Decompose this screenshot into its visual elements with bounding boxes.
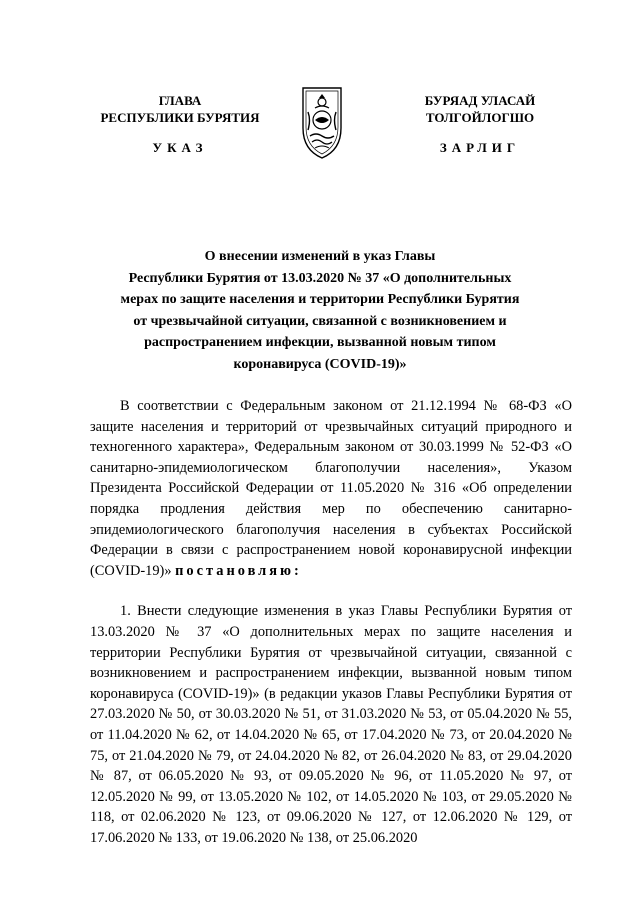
title-line: Республики Бурятия от 13.03.2020 № 37 «О дополнительных xyxy=(128,270,512,286)
coat-of-arms-emblem xyxy=(297,80,347,160)
title-line: мерах по защите населения и территории Республики Бурятия xyxy=(120,292,520,308)
header-right xyxy=(380,92,580,126)
header-right-line2: ТОЛГОЙЛОГШО xyxy=(425,110,535,125)
header-left xyxy=(80,92,280,126)
preamble-text: В соответствии с Федеральным законом от 21.12.1994 № 68-ФЗ «О защите населения и территорий от чрезвычайных ситуаций природного и техногенного характера», Федеральным законом от 30.03.1999 № 52-ФЗ «О санитарно-эпидемиологическом благополучии населения», Указом Президента Российской Федерации от 11.05.2020 № 316 «Об определении порядка продления действия мер по обеспечению санитарно-эпидемиологического благополучия населения в субъектах Российской Федерации в связи с распространением новой коронавирусной инфекции (COVID-19)» xyxy=(90,398,572,579)
header-left-line1: ГЛАВА xyxy=(158,93,202,108)
header-right-line1: БУРЯАД УЛАСАЙ xyxy=(424,93,536,108)
header-right-kind: ЗАРЛИГ xyxy=(439,140,521,155)
header-left-line2: РЕСПУБЛИКИ БУРЯТИЯ xyxy=(100,110,260,125)
decree-title xyxy=(90,246,550,376)
preamble-paragraph xyxy=(90,396,572,581)
item-1-paragraph: 1. Внести следующие изменения в указ Главы Республики Бурятия от 13.03.2020 № 37 «О дополнительных мерах по защите населения и территории Республики Бурятия от чрезвычайной ситуации, связанной с возникновением и распространением инфекции, вызванной новым типом коронавируса (COVID-19)» (в редакции указов Главы Республики Бурятия от 27.03.2020 № 50, от 30.03.2020 № 51, от 31.03.2020 № 53, от 05.04.2020 № 55, от 11.04.2020 № 62, от 14.04.2020 № 65, от 17.04.2020 № 73, от 20.04.2020 № 75, от 21.04.2020 № 79, от 24.04.2020 № 82, от 26.04.2020 № 83, от 29.04.2020 № 87, от 06.05.2020 № 93, от 09.05.2020 № 96, от 11.05.2020 № 97, от 12.05.2020 № 99, от 13.05.2020 № 102, от 14.05.2020 № 103, от 29.05.2020 № 118, от 02.06.2020 № 123, от 09.06.2020 № 127, от 12.06.2020 № 129, от 17.06.2020 № 133, от 19.06.2020 № 138, от 25.06.2020 xyxy=(90,603,572,846)
header-left-kind: УКАЗ xyxy=(152,140,208,155)
title-line: распространением инфекции, вызванной новым типом xyxy=(144,335,496,351)
title-line: коронавируса (COVID-19)» xyxy=(233,356,407,372)
title-line: О внесении изменений в указ Главы xyxy=(204,249,436,264)
decree-word: постановляю: xyxy=(175,562,302,579)
title-line: от чрезвычайной ситуации, связанной с возникновением и xyxy=(133,313,507,329)
decree-body xyxy=(90,396,572,848)
